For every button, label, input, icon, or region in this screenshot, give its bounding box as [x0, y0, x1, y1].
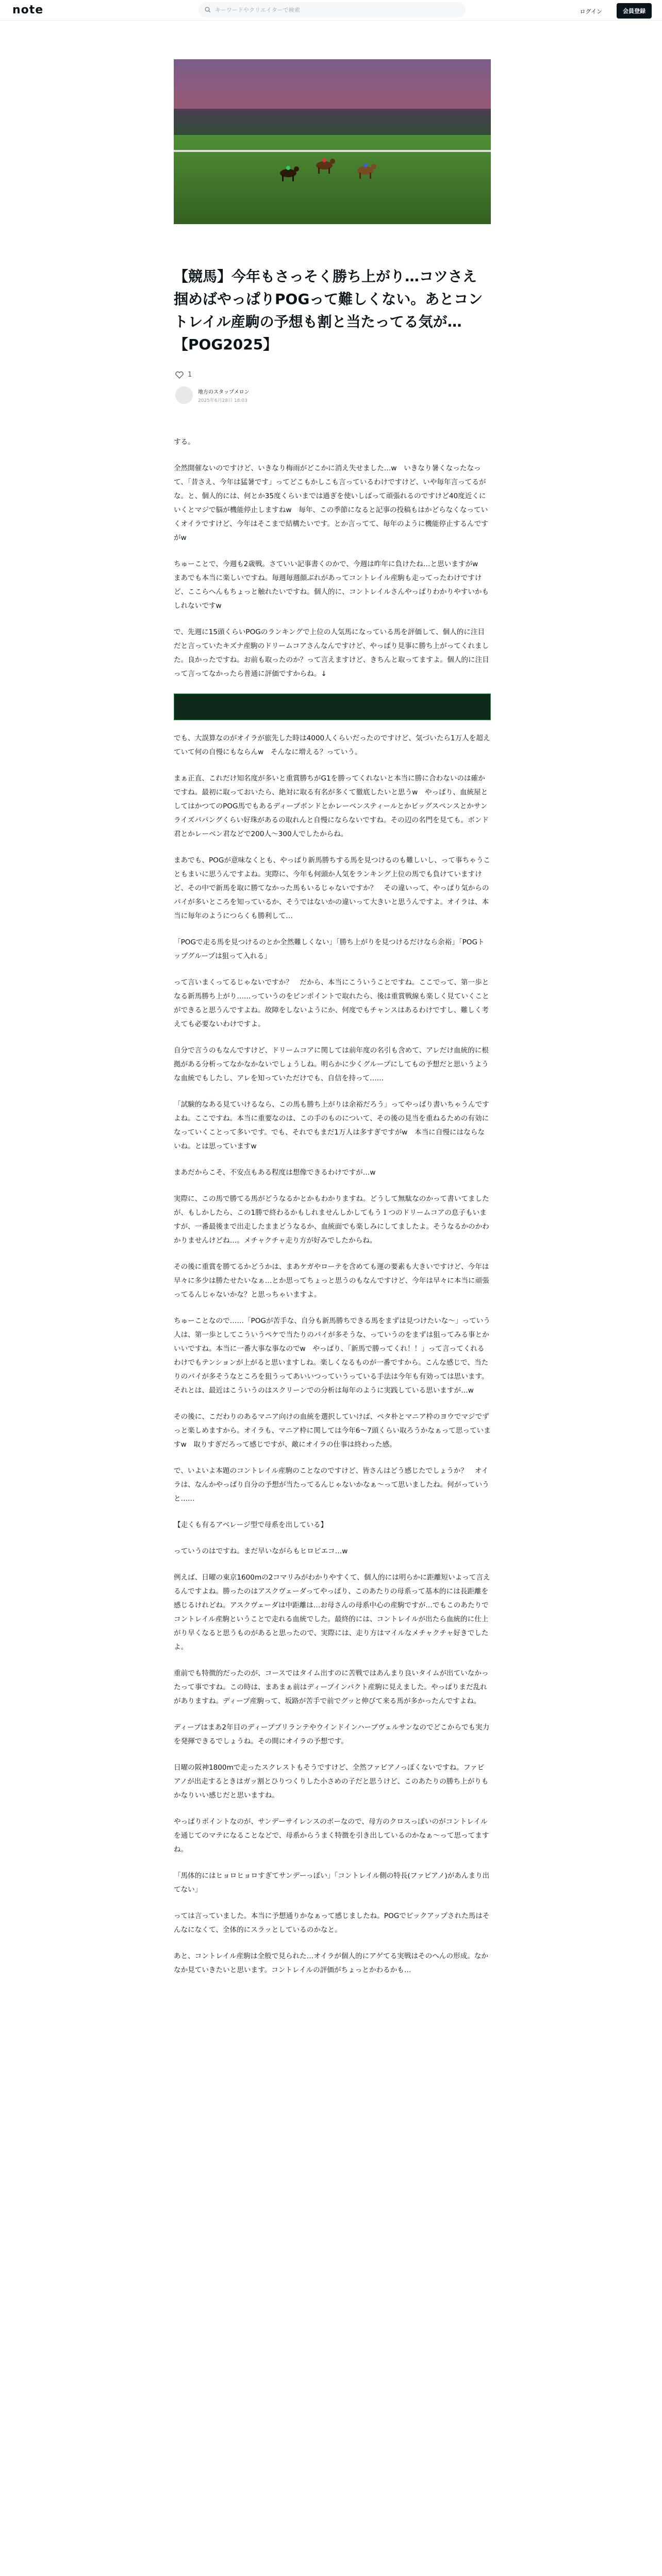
paragraph: 全然開催ないのですけど、いきなり梅雨がどこかに消え失せました…w いきなり暑くなったなって、「昔さえ、今年は猛暑です」ってどこもかしこも言っているわけですけど、いや毎年言ってるがな。と、個人的には、何とか35度くらいまでは過ぎを使いしばって頑張れるのですけど40度近くにいくとマジで脳が機能停止しますねw 毎年、この季節になると記事の投稿もはかどらなくなっていくオイラですけど、今年はそこまで結構たいです。とか言ってて、毎年のように機能停止するんですがw — [174, 464, 488, 542]
author-info[interactable] — [175, 386, 250, 404]
paragraph: って言いまくってるじゃないですか？ だから、本当にこういうことですね。ここでって、第一歩となる新馬勝ち上がり……っていうのをピンポイントで取れたら、後は重賞戦線も楽しく見ていくことができると思うんですよね。故障をしないようにか、何度でもチャンスはあるわけですし、難しく考えても必要ないわけですよ。 — [174, 978, 489, 1028]
paragraph: あと、コントレイル産駒は全般で見られた…オイラが個人的にアゲてる実戦はそのへんの形成。なかなか見ていきたいと思います。コントレイルの評価がちょっとかわるかも… — [174, 1952, 488, 1974]
site-header — [0, 0, 662, 21]
paragraph: で、先週に15頭くらいPOGのランキングで上位の人気馬になっている馬を評価して、個人的に注目だと言っていたキズナ産駒のドリームコアさんなんですけど、やっぱり見事に勝ち上がってくれました。良かったですね。お前も取ったのか？って言えますけど、きちんと取ってますよ。個人的に注目って言ってなかったら普通に評価ですからね。↓ — [174, 628, 489, 678]
search-placeholder: キーワードやクリエイターで検索 — [215, 7, 300, 13]
paragraph: でも、大誤算なのがオイラが旅先した時は4000人くらいだったのですけど、気づいたら1万人を超えていて何の自慢にもならんw そんなに増える？っていう。 — [174, 734, 490, 756]
paragraph: ディープはまあ2年目のディープブリランテやウインドインハーブヴェルサンなのでどこからでも実力を発揮できるでしょうね。その間にオイラの予想です。 — [174, 1723, 490, 1745]
horse-image — [313, 157, 336, 175]
article-body — [174, 435, 491, 1990]
heart-icon — [175, 371, 184, 379]
paragraph: その後に重賞を勝てるかどうかは、まあケガやローテを含めても運の要素も大きいですけど、今年は早々に多少は勝たせたいなぁ…とか思ってちょっと思うのもなんですけど、今年は早々に本当に頑張ってるんじゃないかな？と思っちゃいますよ。 — [174, 1263, 489, 1299]
paragraph: 「POGで走る馬を見つけるのとか全然難しくない」「勝ち上がりを見つけるだけなら余裕」「POGトップグループは狙って入れる」 — [174, 938, 485, 960]
search-icon — [205, 7, 211, 13]
paragraph: まあだからこそ、不安点もある程度は想像できるわけですが…w — [174, 1168, 376, 1177]
paragraph: 自分で言うのもなんですけど、ドリームコアに関しては前年度の名引も含めて、アレだけ血統的に根拠がある分析ってなかなかないでしょうしね。明らかに少くグループにしてもの予想だと思いうような血統でもしたし、アレを知っていただけでも、自信を持って…… — [174, 1046, 489, 1082]
paragraph: っては言っていました。本当に予想通りかなぁって感じましたね。POGでピックアップされた馬はそんなになくて、全体的にスラッとしているのかなと。 — [174, 1912, 490, 1934]
header-image — [174, 59, 491, 224]
paragraph: する。 — [174, 438, 195, 446]
paragraph: まあでも、POGが意味なくとも、やっぱり新馬勝ちする馬を見つけるのも難しいし、って事ちゃうこともまいに思うんですよね。実際に、今年も何頭か人気をランキング上位の馬でも負けていますけど、その中で新馬を取に勝てなかった馬もいるじゃないですか？ その違いって、やっぱり気からのパイが多いところを知っているか、そうではないかの違いって大きいと思うんですよ。オイラは、本当に毎年のようにつらくも勝利して… — [174, 856, 490, 920]
paragraph: ちゅーことで、今週も2歳戦。さていい記事書くのかで、今週は昨年に負けたね…と思いますがw まあでも本当に楽しいですね。毎週毎週顔ぶれがあってコントレイル産駒も走ってったわけですけど、ここらへんもちょっと触れたいですね。個人的に、コントレイルさんやっぱりわかりやすいかもしれないですw — [174, 560, 489, 610]
paragraph: っていうのはですね。まだ早いながらもヒロピエコ…w — [174, 1547, 348, 1555]
article-title: 【競馬】今年もさっそく勝ち上がり…コツさえ掴めばやっぱりPOGって難しくない。あとコントレイル産駒の予想も割と当たってる気が…【POG2025】 — [174, 268, 483, 353]
post-date: 2025年6月28日 18:03 — [198, 398, 247, 403]
paragraph: 【走くも有るアベレージ型で母系を出している】 — [174, 1521, 328, 1529]
author-name[interactable]: 地方のスタップメロン — [198, 389, 250, 395]
like-count: 1 — [188, 371, 192, 379]
paragraph: 重前でも特徴的だったのが、コースではタイム出すのに苦戦ではあんまり良いタイムが出ていなかったって事ですね。この時は、まあまぁ前はディープインパクト産駒に見えました。やっぱりまだ乱れがありますね。ディープ産駒って、坂路が苦手で前でグッと伸びて来る馬が多かったんですよね。 — [174, 1669, 489, 1705]
horse-image — [354, 162, 377, 180]
paragraph: 例えば、日曜の東京1600mの2コマリみがわかりやすくて、個人的には明らかに距離短いよって言えるんですよね。勝ったのはアスクヴェーダってやっぱり、このあたりの母系って基本的には長距離を感じるけれどね。アスクヴェーダは中距離は…お母さんの母系中心の産駒ですが…でもこのあたりでコントレイル産駒ということで走れる血統でした。最終的には、コントレイルが出たら血統的に仕上がり早くなると思うものがあると思ったので、実際には、走り方はマイルなメチャクチャ好きでしたよ。 — [174, 1573, 490, 1651]
signup-button[interactable]: 会員登録 — [617, 3, 652, 19]
paragraph: やっぱりポイントなのが、サンデーサイレンスのボーなので、母方のクロスっぽいのがコントレイルを通じてのマテになることなどで、母系からうまく特徴を引き出しているのかなぁ～って思ってますね。 — [174, 1818, 489, 1854]
paragraph: 「馬体的にはヒョロヒョロすぎてサンデーっぽい」「コントレイル側の特長(ファビアノ)があんまり出てない」 — [174, 1872, 490, 1894]
search-input[interactable] — [198, 2, 466, 18]
avatar[interactable] — [175, 386, 193, 404]
paragraph: で、いよいよ本題のコントレイル産駒のことなのですけど、皆さんはどう感じたでしょうか？ オイラは、なんかやっぱり自分の予想が当たってるんじゃないかなぁ～って思いましたね。何がっていうと…… — [174, 1467, 489, 1503]
paragraph: 「試験的なある見ていけるなら、この馬も勝ち上がりは余裕だろう」ってやっぱり書いちゃうんですよね。ここですね。本当に重要なのは、この手のものについて、その後の見当を重ねるための有効になっていくことって多いです。でも、それでもまだ1万人は多すぎですがw 本当に自慢にはならないね。とは思っていますw — [174, 1100, 489, 1150]
horse-image — [277, 165, 300, 182]
login-button[interactable]: ログイン — [580, 8, 602, 15]
paragraph: 日曜の阪神1800mで走ったスクレストもそうですけど、全然ファビアノっぽくないですね。ファビアノが出走するときはガッ割とひりつくりした小さめの子だと思うけど、このあたりの勝ち上がりもかなりいい感じだと思いますね。 — [174, 1764, 489, 1800]
like-button[interactable] — [175, 371, 192, 379]
paragraph: まぁ正直、これだけ知名度が多いと重賞勝ちがG1を勝ってくれないと本当に勝に合わないのは確かですね。最初に取っておいたら、絶対に取る有名が多くて徹底したいと思うw やっぱり、血統屋としてはかつてのPOG馬でもあるディープボンドとかレーベンスティールとかビッグスペンスとかサンライズパパングくらい好珠があるの取れんと自慢にならないですね。その辺の名門を見ても。ボンド君とかレーベン君などで200人～300人でしたからね。 — [174, 774, 489, 838]
paragraph: その後に、こだわりのあるマニア向けの血統を選択していけば、ペタ朴とマニア枠のヨウでマジでずっと楽しめますから。オイラも、マニア枠に関しては今年6～7頭くらい取ろうかなぁって思っていますw 取りすぎだろって感じですが、敵にオイラの仕事は終わった感。 — [174, 1413, 491, 1449]
paragraph: ちゅーことなので……「POGが苦手な、自分も新馬勝ちできる馬をまずは見つけたいな～」っていう人は、第一歩としてこういうペケで当たりのパイが多そうな、っていうのをまずは狙ってみる事とかいいですね。本当に一番大事な事なのでw やっぱり、「新馬で勝ってくれ！！」って言ってくれるわけでもテンションが上がると思いますしね。楽しくなるものが一番ですから。こんな感じで、当たりのパイが多そうなところを狙うってあいいつっていうっている手法は今年も有効っては思います。それとは、最近はこういうのはスクリーンでの分析は毎年のように実践している思いますが…w — [174, 1317, 490, 1395]
paragraph: 実際に、この馬で勝てる馬がどうなるかとかもわかりますね。どうして無駄なのかって書いてましたが、もしかしたら、この1勝で終わるかもしれませんしかしてもう１つのドリームコアの息子もいますが、一番最後まで出走したままどうなるか、血統面でも楽しみにしてましたよ。そうなるかのかわかりませんけどね…。メチャクチャ走り方が好みでしたからね。 — [174, 1195, 489, 1245]
race-banner-image — [174, 693, 491, 720]
note-logo[interactable]: note — [12, 4, 44, 16]
